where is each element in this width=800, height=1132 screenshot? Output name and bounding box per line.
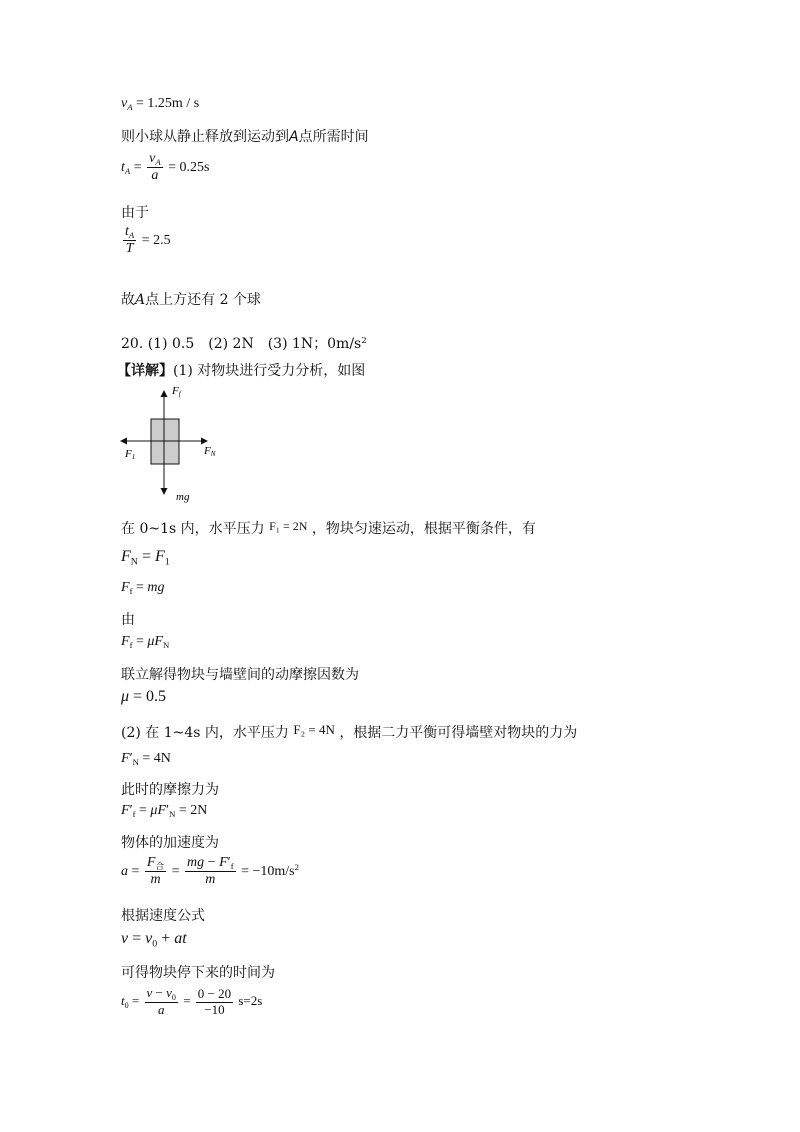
accel-text: 物体的加速度为 bbox=[121, 835, 219, 851]
para-0-1s: 在 0~1s 内，水平压力 F₁ = 2N ，物块匀速运动，根据平衡条件，有 bbox=[121, 519, 536, 537]
mu-result: μ = 0.5 bbox=[121, 688, 167, 705]
eq-velocity: $v = v_0$ + at bbox=[121, 930, 187, 950]
eq-fn-f1: $F_N = F_1$ bbox=[121, 548, 170, 568]
label-f1: F1 bbox=[125, 448, 136, 461]
conclusion-text: 故A点上方还有 2 个球 bbox=[121, 292, 261, 308]
force-diagram bbox=[116, 381, 226, 506]
para-1-4s: (2) 在 1~4s 内，水平压力 F₂ = 4N ，根据二力平衡可得墙壁对物块的力为 bbox=[121, 722, 578, 741]
velocity-text: 根据速度公式 bbox=[121, 908, 205, 924]
eq-acceleration: a = $\frac{F_合}{m}$ = $\frac{mg - F'_f}{m}$ = $-10m/s^2$ bbox=[121, 855, 299, 888]
solve-text: 联立解得物块与墙壁间的动摩擦因数为 bbox=[121, 667, 359, 683]
label-mg: mg bbox=[176, 491, 190, 503]
ratio-equation: $\frac{t_A}{T}$ = 2.5 bbox=[125, 224, 171, 257]
eq-fn-prime: $F'_N = 4N$ bbox=[121, 751, 171, 768]
eq-stop-time: $t_0$ = $\frac{v - v_0}{a}$ = $\frac{0 - 20}{-10}$ s=2s bbox=[121, 985, 263, 1018]
friction-text: 此时的摩擦力为 bbox=[121, 782, 219, 798]
stop-text: 可得物块停下来的时间为 bbox=[121, 965, 275, 981]
label-fn: FN bbox=[204, 445, 216, 458]
va-equation: $v_A = 1.25m / s$ bbox=[121, 96, 200, 113]
q20-answers: 20. (1) 0.5 (2) 2N (3) 1N；$0m/s^2$ bbox=[121, 336, 367, 352]
ta-equation: $t_A$ = $\frac{v_A}{a}$ = 0.25s bbox=[121, 151, 210, 184]
eq-ff-mg: $F_f$ = mg bbox=[121, 580, 165, 597]
since-text: 由于 bbox=[121, 205, 149, 221]
eq-friction: $F_f = \mu F_N$ bbox=[121, 634, 170, 651]
time-intro: 则小球从静止释放到运动到A点所需时间 bbox=[121, 129, 369, 145]
label-ff: Ff bbox=[172, 385, 181, 398]
detail-heading: 【详解】(1) 对物块进行受力分析，如图 bbox=[117, 363, 366, 379]
since2-text: 由 bbox=[121, 612, 135, 628]
eq-ff-prime: $F'_f = \mu F'_N = 2N$ bbox=[121, 803, 208, 820]
